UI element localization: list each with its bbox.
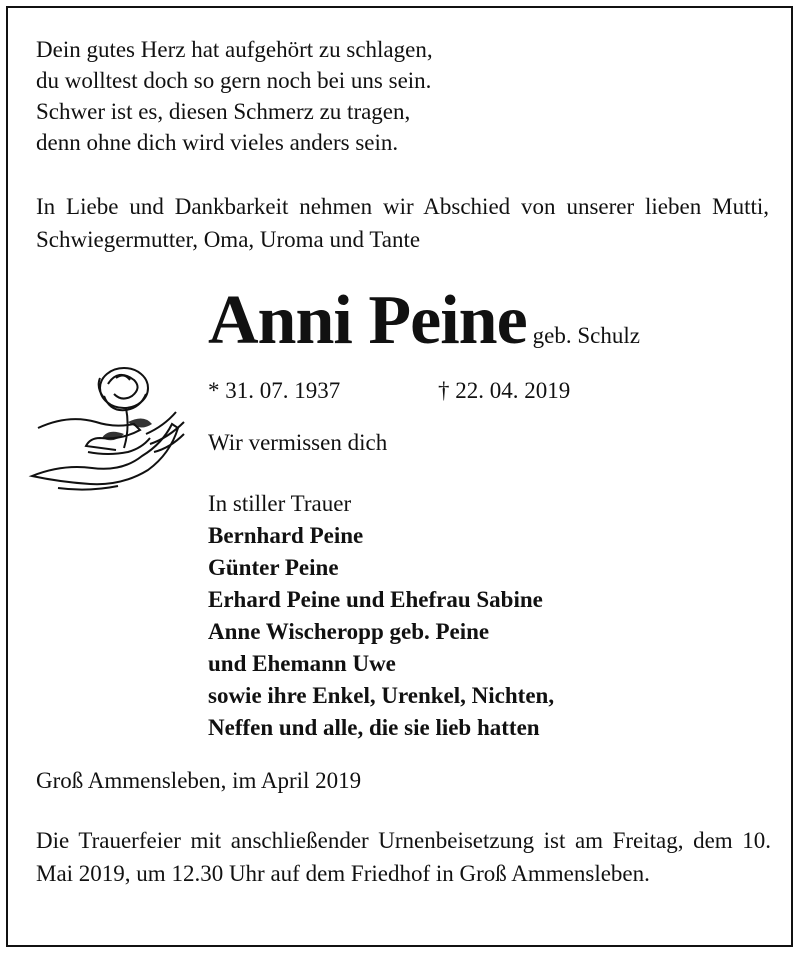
intro-text: In Liebe und Dankbarkeit nehmen wir Abschied von unserer lieben Mutti, Schwiegermutter, Oma, Uroma und Tante xyxy=(36,194,769,252)
mourner-line: Bernhard Peine xyxy=(208,523,364,548)
mourners xyxy=(208,488,554,744)
mourners-heading: In stiller Trauer xyxy=(208,491,352,516)
life-dates xyxy=(208,378,571,404)
death-date: † 22. 04. 2019 xyxy=(438,378,571,403)
miss-text: Wir vermissen dich xyxy=(208,430,388,455)
birth-date: * 31. 07. 1937 xyxy=(208,378,341,403)
mourner-line: Anne Wischeropp geb. Peine xyxy=(208,619,490,644)
obituary-card xyxy=(6,6,793,947)
poem xyxy=(36,34,433,158)
mourner-line: sowie ihre Enkel, Urenkel, Nichten, xyxy=(208,683,555,708)
maiden-name: geb. Schulz xyxy=(532,323,640,348)
poem-line: Dein gutes Herz hat aufgehört zu schlagen, xyxy=(36,37,433,62)
name-row xyxy=(208,281,640,361)
rose-in-hands-icon xyxy=(28,348,198,503)
poem-line: Schwer ist es, diesen Schmerz zu tragen, xyxy=(36,99,411,124)
mourner-line: und Ehemann Uwe xyxy=(208,651,396,676)
place-date: Groß Ammensleben, im April 2019 xyxy=(36,768,362,793)
mourner-line: Erhard Peine und Ehefrau Sabine xyxy=(208,587,543,612)
deceased-name: Anni Peine xyxy=(208,282,527,359)
poem-line: denn ohne dich wird vieles anders sein. xyxy=(36,130,399,155)
mourner-line: Günter Peine xyxy=(208,555,339,580)
poem-line: du wolltest doch so gern noch bei uns sein. xyxy=(36,68,432,93)
funeral-notice: Die Trauerfeier mit anschließender Urnenbeisetzung ist am Freitag, dem 10. Mai 2019, um 12.30 Uhr auf dem Friedhof in Groß Ammensleben. xyxy=(36,828,771,886)
mourner-line: Neffen und alle, die sie lieb hatten xyxy=(208,715,540,740)
